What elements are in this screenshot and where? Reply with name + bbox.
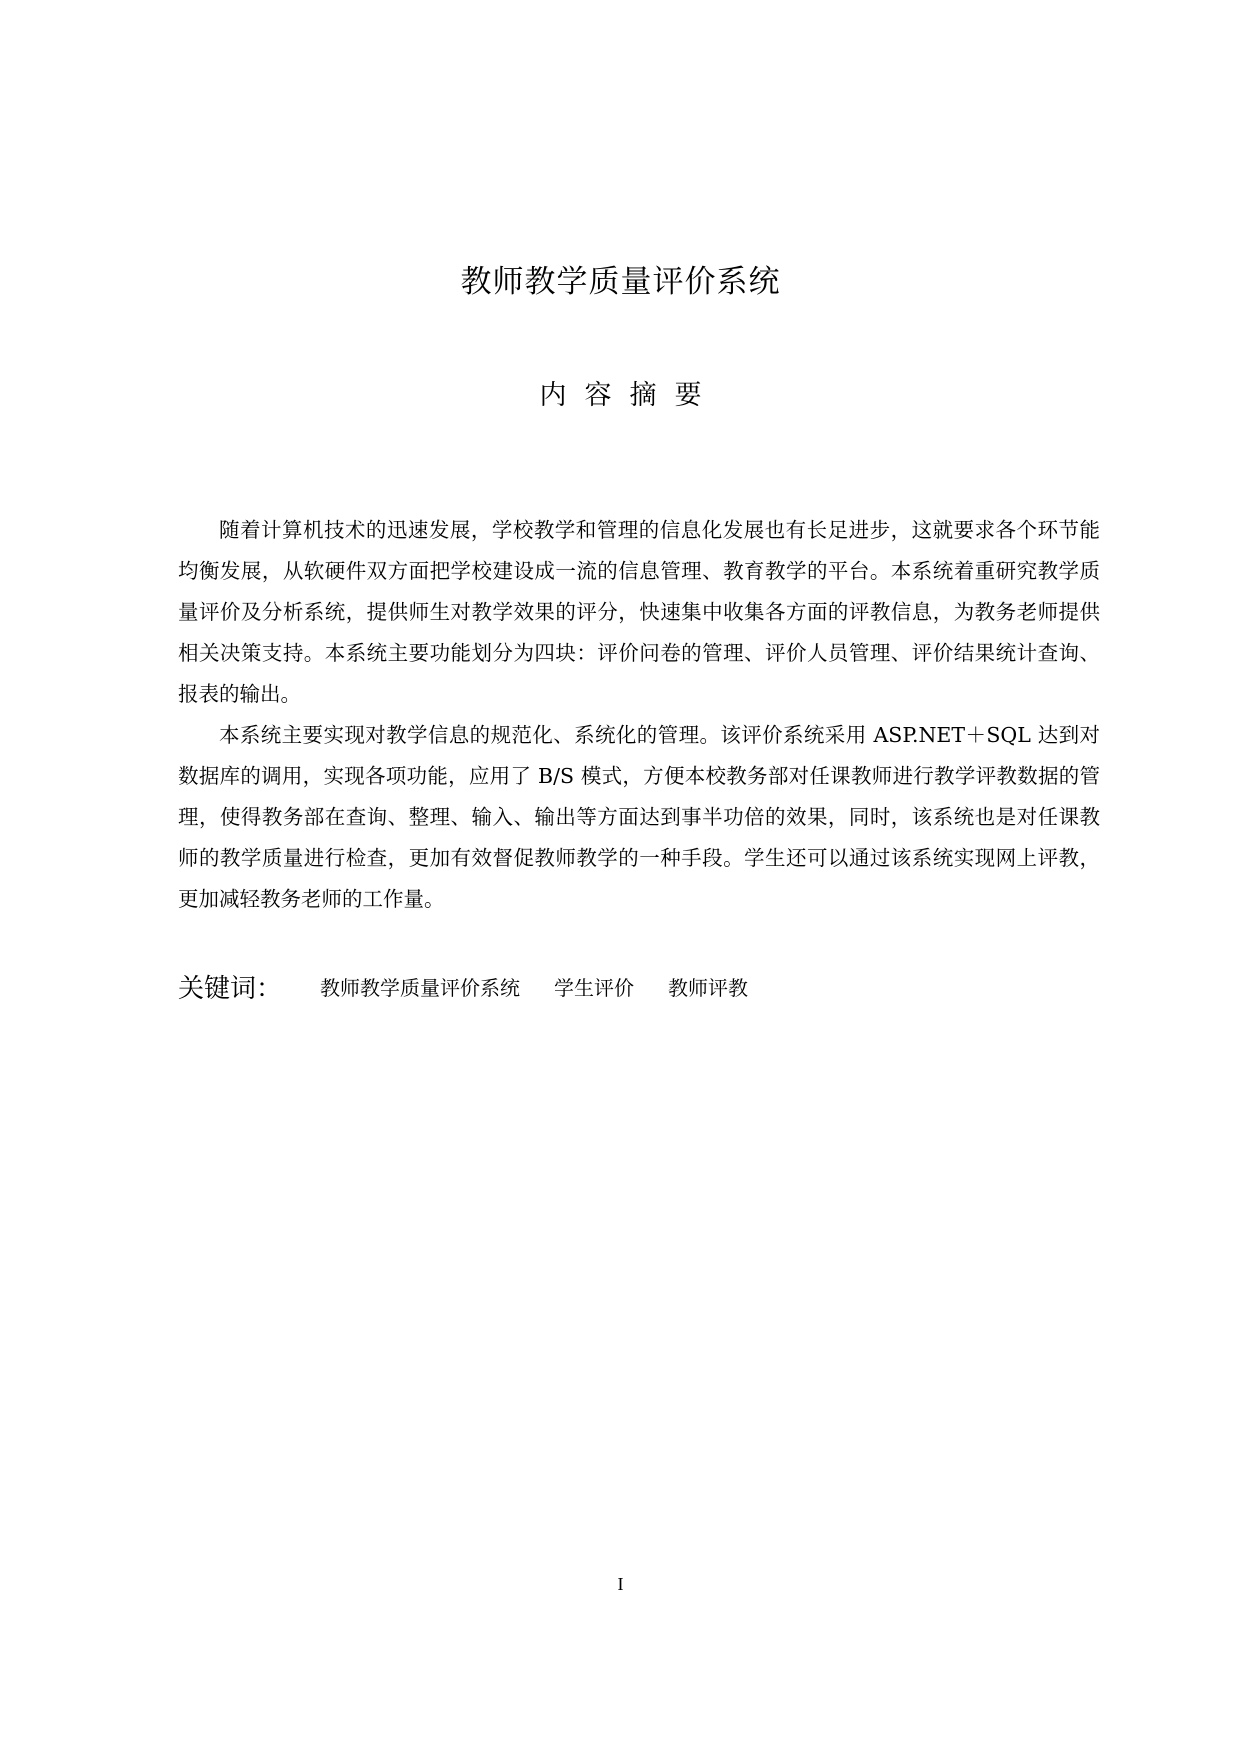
abstract-heading: 内容摘要 (539, 380, 720, 411)
keywords-label: 关键词： (178, 973, 283, 1004)
keywords-line (178, 966, 1100, 1006)
abstract-body (178, 510, 1100, 920)
keyword-item: 教师评教 (668, 975, 748, 1000)
page-number: I (617, 1574, 624, 1594)
abstract-paragraph: 随着计算机技术的迅速发展，学校教学和管理的信息化发展也有长足进步，这就要求各个环节能均衡发展，从软硬件双方面把学校建设成一流的信息管理、教育教学的平台。本系统着重研究教学质量评价及分析系统，提供师生对教学效果的评分，快速集中收集各方面的评教信息，为教务老师提供相关决策支持。本系统主要功能划分为四块：评价问卷的管理、评价人员管理、评价结果统计查询、报表的输出。 (178, 518, 1100, 706)
keyword-item: 教师教学质量评价系统 (320, 975, 520, 1000)
abstract-paragraph: 本系统主要实现对教学信息的规范化、系统化的管理。该评价系统采用 ASP.NET＋SQL 达到对数据库的调用，实现各项功能，应用了 B/S 模式，方便本校教务部对任课教师进行教学评教数据的管理，使得教务部在查询、整理、输入、输出等方面达到事半功倍的效果，同时，该系统也是对任课教师的教学质量进行检查，更加有效督促教师教学的一种手段。学生还可以通过该系统实现网上评教，更加减轻教务老师的工作量。 (178, 723, 1100, 911)
document-title: 教师教学质量评价系统 (460, 264, 781, 300)
keyword-item: 学生评价 (554, 975, 634, 1000)
